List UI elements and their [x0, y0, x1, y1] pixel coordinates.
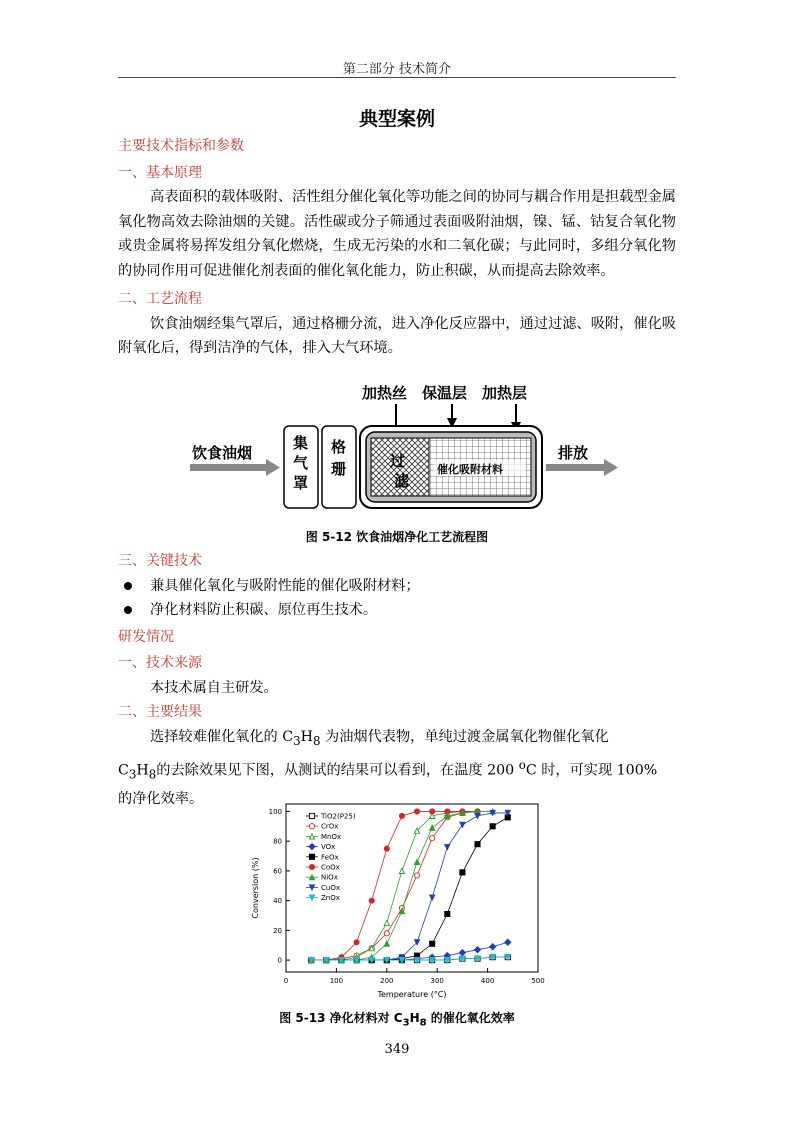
page-number: 349	[384, 1042, 410, 1057]
label-heating-wire: 加热丝	[362, 384, 408, 402]
y-axis-label: Conversion (%)	[251, 857, 260, 919]
section-principle	[118, 134, 676, 361]
x-axis-label: Temperature (°C)	[377, 990, 447, 999]
paragraph-results-1: 选择较难催化氧化的 $C_3H_8$ 为油烟代表物，单纯过渡金属氧化物催化氧化	[150, 728, 609, 748]
grille-char-1: 格	[331, 438, 347, 456]
paragraph-results-2: $C_3H_8$的去除效果见下图，从测试的结果可以看到，在温度 200 $^o$C 时，可实现 100%	[118, 757, 658, 782]
heading-tech-source: 一、技术来源	[118, 655, 202, 671]
legend-marker	[309, 864, 314, 869]
data-point	[460, 870, 465, 875]
filter-char-2: 滤	[394, 472, 410, 490]
legend-entry: NiOx	[321, 873, 338, 882]
data-point	[430, 941, 435, 946]
legend-entry: ZnOx	[321, 894, 340, 903]
label-insulation-layer: 保温层	[422, 384, 468, 402]
data-point	[445, 911, 450, 916]
data-point	[399, 813, 404, 818]
x-tick-label: 0	[283, 977, 289, 985]
heading-key-technology: 三、关键技术	[118, 553, 202, 569]
data-point	[369, 898, 374, 903]
legend-entry: CrOx	[321, 822, 339, 831]
x-tick-label: 100	[329, 977, 344, 985]
x-tick-label: 500	[531, 977, 545, 985]
paragraph-principle: 高表面积的载体吸附、活性组分催化氧化等功能之间的协同与耦合作用是担载型金属氧化物高效去除油烟的关键。活性碳或分子筛通过表面吸附油烟，镍、锰、钴复合氧化物或贵金属将易挥发组分氧化燃烧，生成无污染的水和二氧化碳；与此同时，多组分氧化物的协同作用可促进催化剂表面的催化氧化能力，防止积碳，从而提高去除效率。	[118, 189, 676, 279]
y-tick-label: 100	[268, 807, 282, 816]
data-point	[414, 809, 419, 814]
legend-marker	[309, 824, 314, 829]
legend-marker	[309, 854, 314, 859]
filter-char-1: 过	[390, 452, 406, 470]
label-heating-layer: 加热层	[482, 384, 528, 402]
legend-entry: TiO2(P25)	[321, 812, 356, 821]
y-tick-label: 60	[273, 867, 282, 876]
legend-marker	[309, 813, 314, 818]
paragraph-results-3: 的净化效率。	[118, 790, 204, 807]
paragraph-source: 本技术属自主研发。	[150, 679, 278, 696]
legend-entry: FeOx	[321, 853, 339, 862]
running-header: 第二部分 技术简介	[342, 62, 452, 77]
flow-output-label: 排放	[558, 444, 589, 462]
hood-char-2: 气	[293, 454, 309, 472]
hood-char-3: 罩	[293, 474, 309, 492]
conversion-chart	[246, 796, 546, 1006]
y-tick-label: 40	[273, 897, 282, 906]
heading-main-results: 二、主要结果	[118, 704, 202, 720]
x-tick-label: 400	[480, 977, 495, 985]
data-point	[475, 842, 480, 847]
data-point	[430, 836, 435, 841]
data-point	[384, 931, 389, 936]
figure-caption-chart: 图 5-13 净化材料对 $C_3H_8$ 的催化氧化效率	[279, 1011, 515, 1029]
data-point	[354, 940, 359, 945]
y-tick-label: 80	[273, 837, 282, 846]
bullet-item: 净化材料防止积碳、原位再生技术。	[118, 598, 676, 623]
legend-entry: CoOx	[321, 863, 340, 872]
y-tick-label: 0	[277, 956, 282, 965]
legend-entry: MnOx	[321, 832, 342, 841]
figure-caption-flow: 图 5-12 饮食油烟净化工艺流程图	[305, 530, 489, 544]
process-flow-diagram	[190, 380, 620, 520]
flow-input-label: 饮食油烟	[192, 444, 253, 462]
section-heading-indicators: 主要技术指标和参数	[118, 138, 244, 154]
heading-process-flow: 二、工艺流程	[118, 291, 202, 307]
section-key-tech	[118, 549, 676, 811]
header-rule	[118, 77, 676, 78]
page-title: 典型案例	[358, 108, 435, 130]
hood-char-1: 集	[293, 434, 309, 452]
paragraph-process: 饮食油烟经集气罩后，通过格栅分流，进入净化反应器中，通过过滤、吸附，催化吸附氧化后，得到洁净的气体，排入大气环境。	[118, 315, 676, 356]
bullet-item: 兼具催化氧化与吸附性能的催化吸附材料；	[118, 574, 676, 599]
data-point	[430, 809, 435, 814]
heading-basic-principle: 一、基本原理	[118, 164, 202, 181]
x-tick-label: 300	[430, 977, 444, 985]
x-tick-label: 200	[380, 977, 394, 985]
material-label: 催化吸附材料	[437, 463, 503, 476]
legend-entry: CuOx	[321, 883, 340, 892]
data-point	[490, 824, 495, 829]
grille-char-2: 珊	[331, 460, 347, 478]
y-tick-label: 20	[273, 926, 282, 935]
legend-entry: VOx	[321, 843, 336, 852]
data-point	[384, 846, 389, 851]
data-point	[414, 873, 419, 878]
section-heading-research: 研发情况	[118, 628, 174, 645]
